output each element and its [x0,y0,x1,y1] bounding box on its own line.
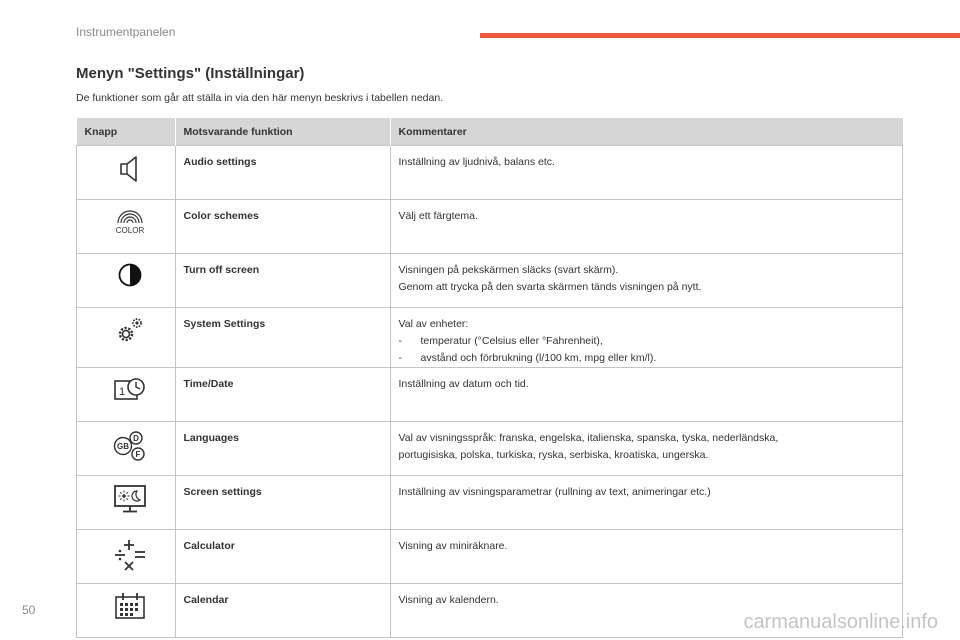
comment-line: Val av enheter: [398,318,469,330]
chapter-accent-bar [480,33,960,38]
icon-cell [77,368,176,422]
comment-line: Välj ett färgtema. [398,210,478,222]
comment-bullet: - temperatur (°Celsius eller °Fahrenheit), [398,335,603,347]
icon-cell [77,530,176,584]
column-header-comments: Kommentarer [390,118,903,146]
calculator-icon [112,538,148,572]
function-comment [390,200,903,254]
icon-cell [77,308,176,368]
language-label-f: F [135,450,141,459]
comment-bullet: - avstånd och förbrukning (l/100 km, mpg eller km/l). [398,352,657,364]
table-row [77,200,903,254]
function-name: Time/Date [175,368,390,422]
comment-line: Inställning av visningsparametrar (rullning av text, animeringar etc.) [398,486,711,498]
speaker-icon [118,154,142,184]
table-row [77,476,903,530]
chapter-title: Instrumentpanelen [76,25,176,39]
comment-line: portugisiska, polska, turkiska, ryska, serbiska, kroatiska, ungerska. [398,449,709,461]
settings-table [76,118,903,638]
bullet-text: temperatur (°Celsius eller °Fahrenheit), [420,335,603,347]
bullet-text: avstånd och förbrukning (l/100 km, mpg eller km/l). [420,352,657,364]
page-number: 50 [22,603,36,617]
comment-line: Inställning av ljudnivå, balans etc. [398,156,555,168]
icon-cell [77,422,176,476]
function-comment [390,476,903,530]
icon-cell [77,200,176,254]
watermark: carmanualsonline.info [743,611,938,633]
function-name: Screen settings [175,476,390,530]
function-name: System Settings [175,308,390,368]
monitor-sun-moon-icon [113,484,147,514]
comment-line: Visning av kalendern. [398,594,499,606]
calendar-clock-icon [113,376,147,402]
comment-line: Inställning av datum och tid. [398,378,529,390]
icon-cell [77,146,176,200]
table-row [77,422,903,476]
function-comment [390,146,903,200]
icon-cell [77,476,176,530]
function-name: Turn off screen [175,254,390,308]
function-comment [390,422,903,476]
function-comment [390,254,903,308]
comment-line: Visning av miniräknare. [398,540,508,552]
language-label-d: D [132,434,139,443]
color-rainbow-icon [109,208,151,234]
table-row [77,530,903,584]
icon-cell [77,584,176,638]
table-row [77,146,903,200]
function-name: Calendar [175,584,390,638]
language-label-gb: GB [116,442,129,451]
function-comment [390,530,903,584]
table-row [77,308,903,368]
comment-line: Genom att trycka på den svarta skärmen tänds visningen på nytt. [398,281,702,293]
section-intro: De funktioner som går att ställa in via den här menyn beskrivs i tabellen nedan. [76,92,444,104]
calendar-day-label: 1 [118,386,125,398]
function-name: Audio settings [175,146,390,200]
gears-icon [115,316,145,346]
column-header-button: Knapp [77,118,176,146]
column-header-function: Motsvarande funktion [175,118,390,146]
color-icon-label: COLOR [115,226,144,234]
calendar-icon [114,592,146,620]
icon-cell [77,254,176,308]
comment-line: Val av visningsspråk: franska, engelska, italienska, spanska, tyska, nederländska, [398,432,779,444]
half-circle-icon [117,262,143,288]
table-row [77,368,903,422]
language-bubbles-icon [110,430,150,462]
function-name: Calculator [175,530,390,584]
function-name: Color schemes [175,200,390,254]
function-name: Languages [175,422,390,476]
comment-line: Visningen på pekskärmen släcks (svart skärm). [398,264,619,276]
function-comment [390,368,903,422]
function-comment [390,308,903,368]
section-title: Menyn "Settings" (Inställningar) [76,65,305,82]
table-header-row [77,118,903,146]
table-row [77,254,903,308]
